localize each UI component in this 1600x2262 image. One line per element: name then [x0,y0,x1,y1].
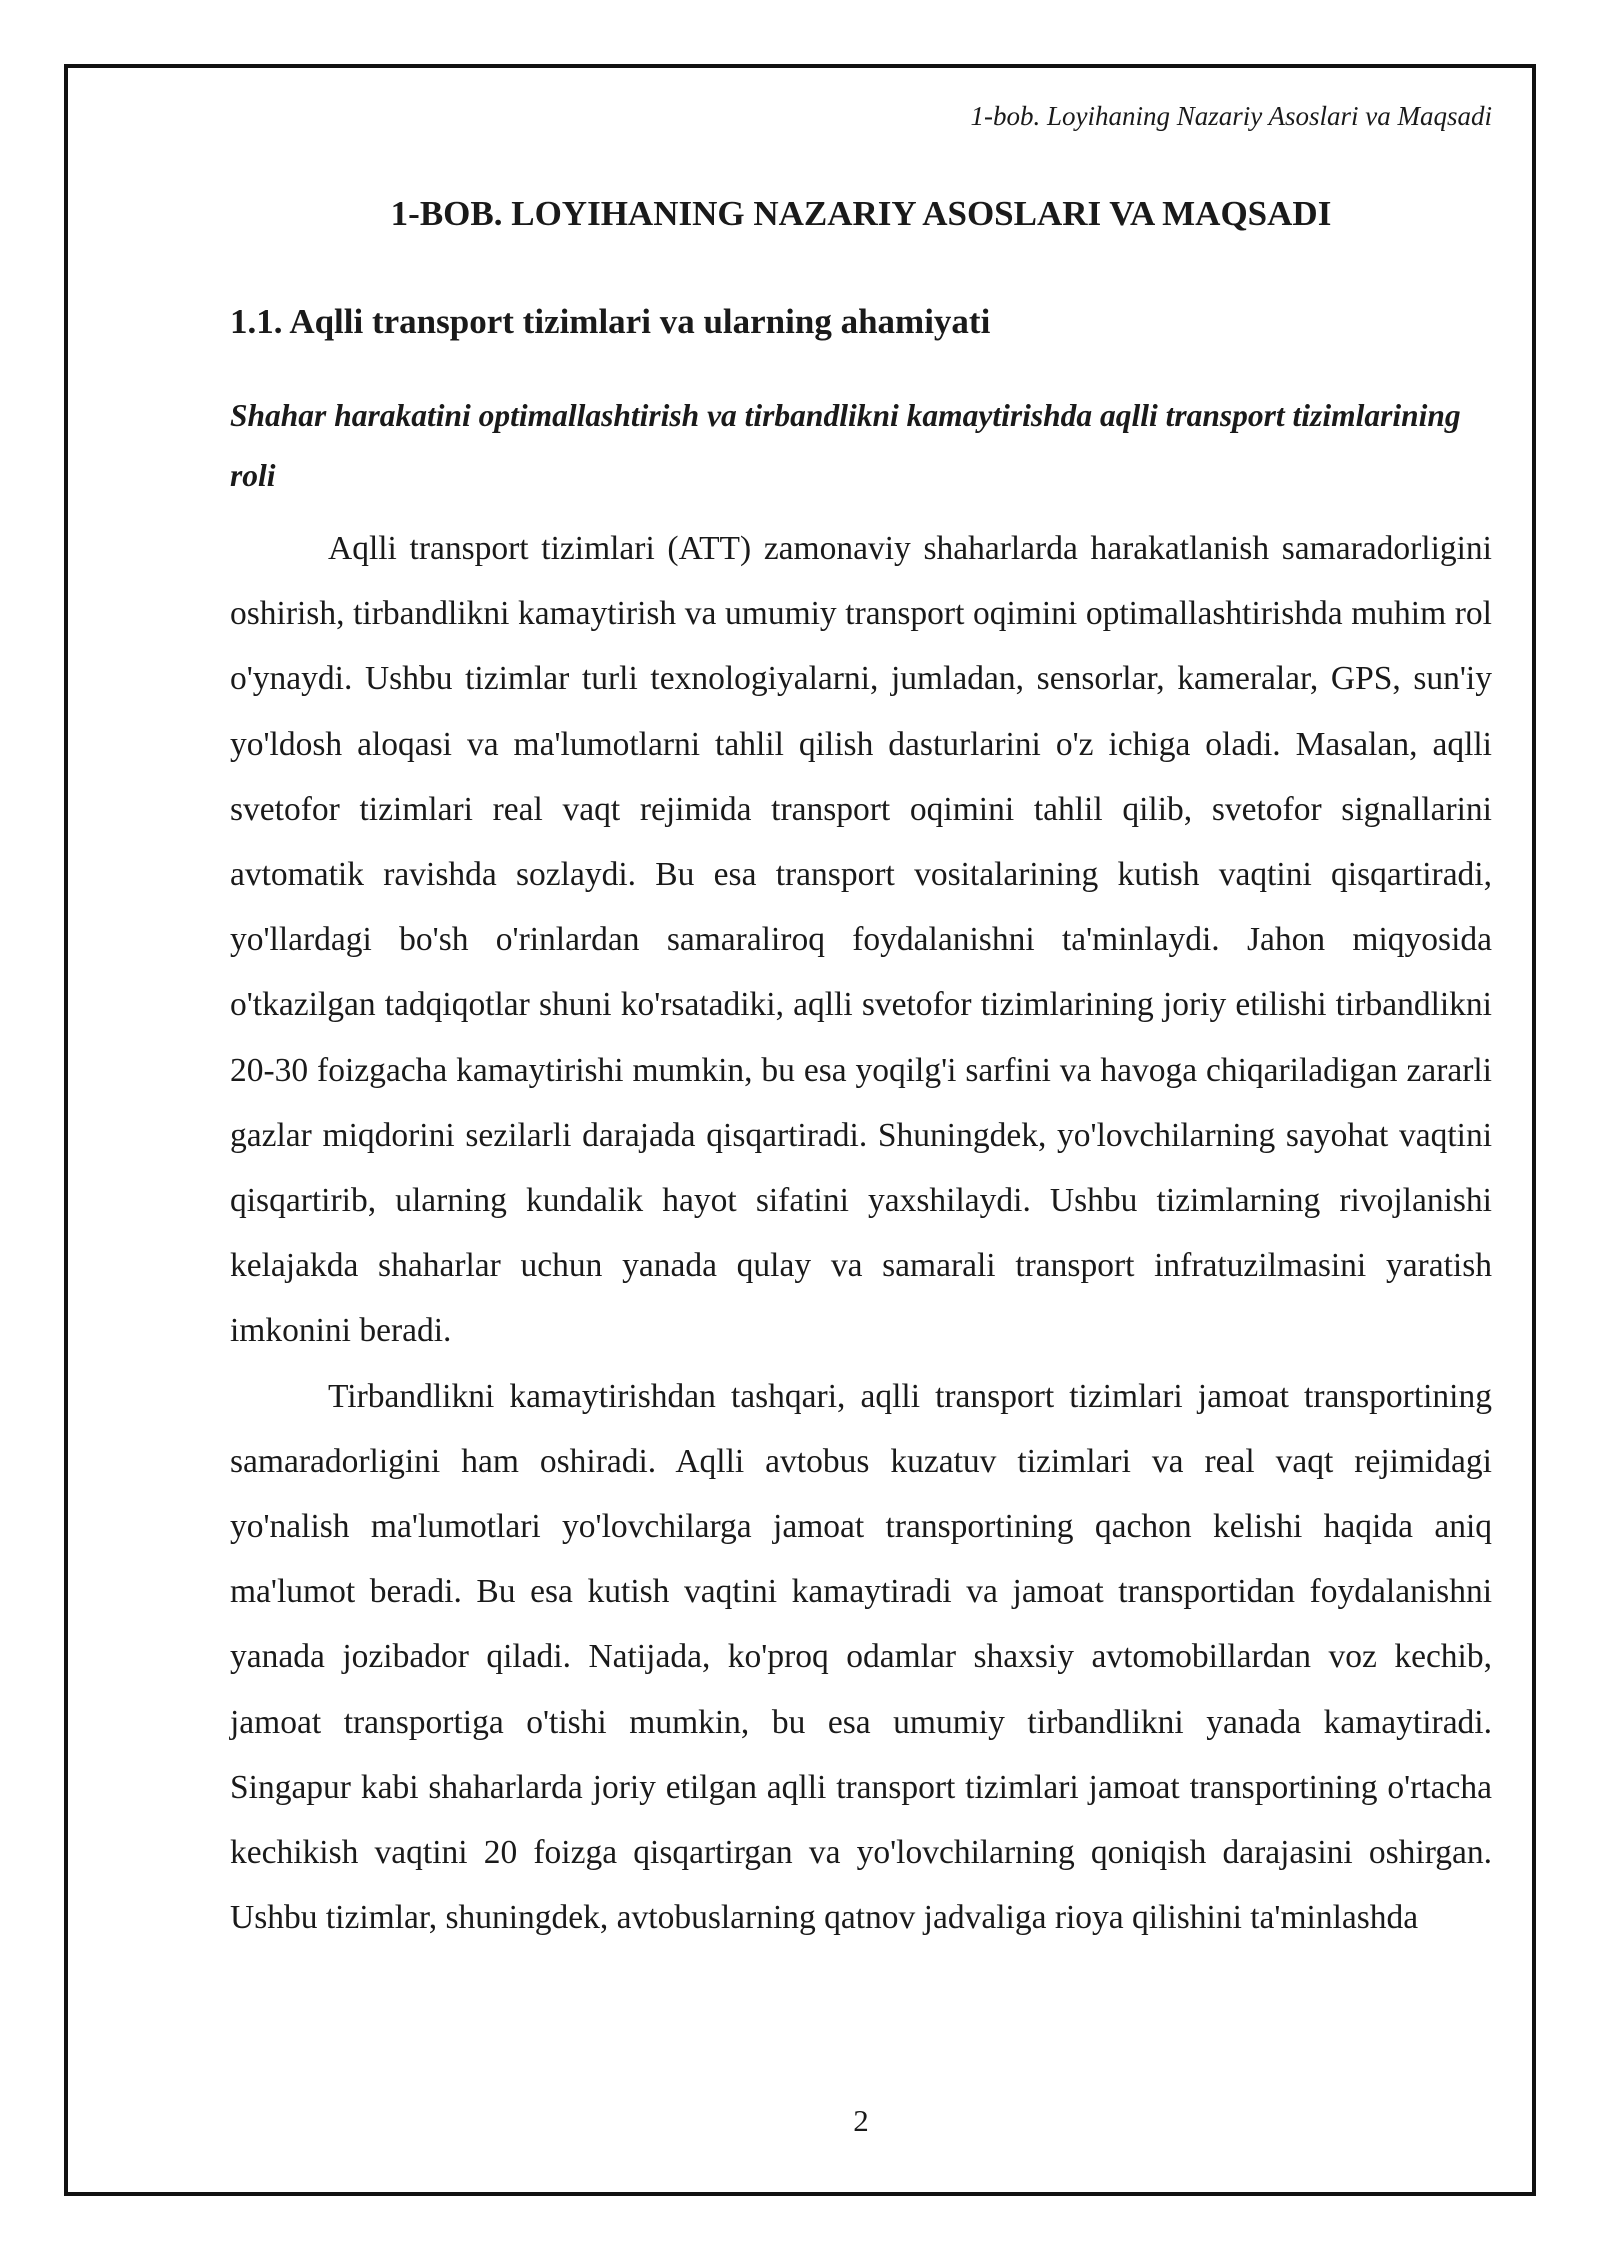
subsection-title: Shahar harakatini optimallashtirish va tirbandlikni kamaytirishda aqlli transport tizimlarining roli [230,398,1461,493]
running-header: 1-bob. Loyihaning Nazariy Asoslari va Maqsadi [970,101,1492,131]
body-text [230,516,1492,1950]
paragraph-1: Aqlli transport tizimlari (ATT) zamonaviy shaharlarda harakatlanish samaradorligini oshirish, tirbandlikni kamaytirish va umumiy transport oqimini optimallashtirishda muhim rol o'ynaydi. Ushbu tizimlar turli texnologiyalarni, jumladan, sensorlar, kameralar, GPS, sun'iy yo'ldosh aloqasi va ma'lumotlarni tahlil qilish dasturlarini o'z ichiga oladi. Masalan, aqlli svetofor tizimlari real vaqt rejimida transport oqimini tahlil qilib, svetofor signallarini avtomatik ravishda sozlaydi. Bu esa transport vositalarining kutish vaqtini qisqartiradi, yo'llardagi bo'sh o'rinlardan samaraliroq foydalanishni ta'minlaydi. Jahon miqyosida o'tkazilgan tadqiqotlar shuni ko'rsatadiki, aqlli svetofor tizimlarining joriy etilishi tirbandlikni 20-30 foizgacha kamaytirishi mumkin, bu esa yoqilg'i sarfini va havoga chiqariladigan zararli gazlar miqdorini sezilarli darajada qisqartiradi. Shuningdek, yo'lovchilarning sayohat vaqtini qisqartirib, ularning kundalik hayot sifatini yaxshilaydi. Ushbu tizimlarning rivojlanishi kelajakda shaharlar uchun yanada qulay va samarali transport infratuzilmasini yaratish imkonini beradi. [230,530,1492,1350]
section-title: 1.1. Aqlli transport tizimlari va ularning ahamiyati [230,302,991,341]
chapter-title: 1-BOB. LOYIHANING NAZARIY ASOSLARI VA MAQSADI [390,194,1332,233]
paragraph-2: Tirbandlikni kamaytirishdan tashqari, aqlli transport tizimlari jamoat transportining samaradorligini ham oshiradi. Aqlli avtobus kuzatuv tizimlari va real vaqt rejimidagi yo'nalish ma'lumotlari yo'lovchilarga jamoat transportining qachon kelishi haqida aniq ma'lumot beradi. Bu esa kutish vaqtini kamaytiradi va jamoat transportidan foydalanishni yanada jozibador qiladi. Natijada, ko'proq odamlar shaxsiy avtomobillardan voz kechib, jamoat transportiga o'tishi mumkin, bu esa umumiy tirbandlikni yanada kamaytiradi. Singapur kabi shaharlarda joriy etilgan aqlli transport tizimlari jamoat transportining o'rtacha kechikish vaqtini 20 foizga qisqartirgan va yo'lovchilarning qoniqish darajasini oshirgan. Ushbu tizimlar, shuningdek, avtobuslarning qatnov jadvaliga rioya qilishini ta'minlashda [230,1377,1492,1937]
page-number: 2 [853,2103,869,2138]
